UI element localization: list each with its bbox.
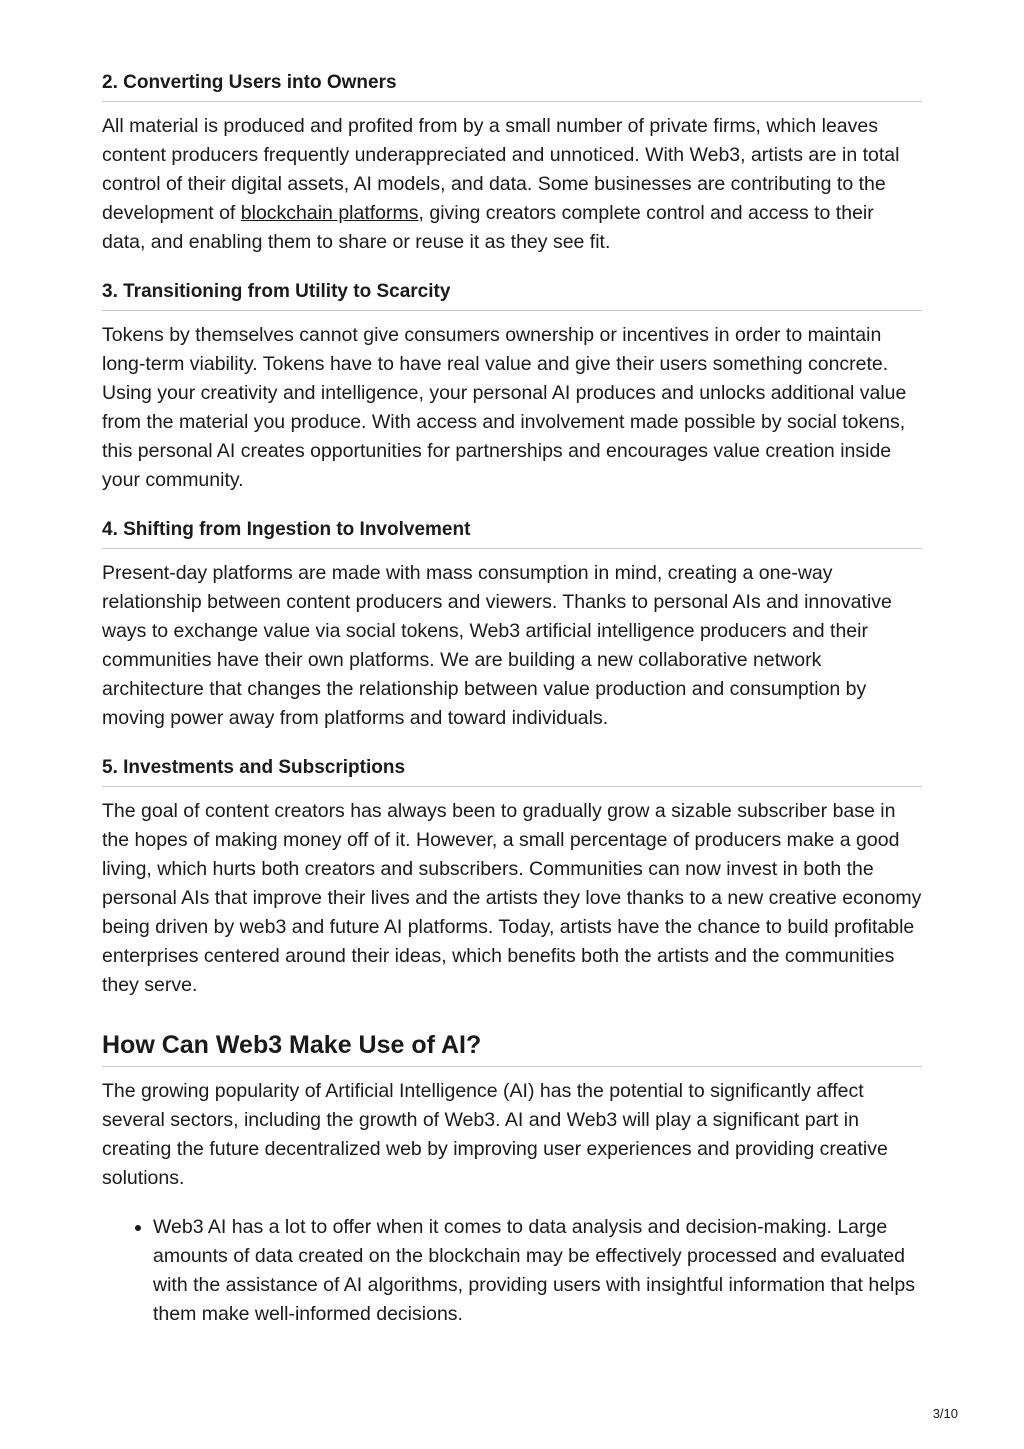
section-paragraph: Present-day platforms are made with mass consumption in mind, creating a one-way relationship between content producers and viewers. Thanks to personal AIs and innovative ways to exchange value via social tokens, Web3 artificial intelligence producers and their communities have their own platforms. We are building a new collaborative network architecture that changes the relationship between value production and consumption by moving power away from platforms and toward individuals. [102,562,892,729]
section-investments-subscriptions [102,755,922,1000]
section-paragraph [102,112,922,257]
section-paragraph: Tokens by themselves cannot give consumers ownership or incentives in order to maintain long-term viability. Tokens have to have real value and give their users something concrete. Using your creativity and intelligence, your personal AI produces and unlocks additional value from the material you produce. With access and involvement made possible by social tokens, this personal AI creates opportunities for partnerships and encourages value creation inside your community. [102,324,907,491]
section-heading: 2. Converting Users into Owners [102,70,922,102]
section-heading: 3. Transitioning from Utility to Scarcity [102,279,922,311]
list-item-text: Web3 AI has a lot to offer when it comes to data analysis and decision-making. Large amounts of data created on the blockchain may be effectively processed and evaluated with the assistance of AI algorithms, providing users with insightful information that helps them make well-informed decisions. [153,1216,915,1325]
paragraph-text: , giving creators complete control and access to their data, and enabling them to share or reuse it as they see fit. [102,202,874,253]
section-heading: 4. Shifting from Ingestion to Involvement [102,517,922,549]
document-page [102,70,922,1329]
intro-paragraph: The growing popularity of Artificial Intelligence (AI) has the potential to significantly affect several sectors, including the growth of Web3. AI and Web3 will play a significant part in creating the future decentralized web by improving user experiences and providing creative solutions. [102,1080,888,1189]
main-heading: How Can Web3 Make Use of AI? [102,1028,922,1067]
bullet-list [102,1213,922,1329]
list-item [153,1213,922,1329]
section-utility-scarcity [102,279,922,495]
section-converting-users [102,70,922,257]
section-heading: 5. Investments and Subscriptions [102,755,922,787]
section-paragraph: The goal of content creators has always been to gradually grow a sizable subscriber base in the hopes of making money off of it. However, a small percentage of producers make a good living, which hurts both creators and subscribers. Communities can now invest in both the personal AIs that improve their lives and the artists they love thanks to a new creative economy being driven by web3 and future AI platforms. Today, artists have the chance to build profitable enterprises centered around their ideas, which benefits both the artists and the communities they serve. [102,800,922,996]
page-number: 3/10 [932,1406,958,1421]
bullet-icon [135,1225,141,1231]
section-web3-ai [102,1028,922,1329]
blockchain-platforms-link[interactable]: blockchain platforms [240,202,419,224]
paragraph-text: All material is produced and profited from by a small number of private firms, which leaves content producers frequently underappreciated and unnoticed. With Web3, artists are in total control of their digital assets, AI models, and data. Some businesses are contributing to the development of [102,115,900,224]
section-ingestion-involvement [102,517,922,733]
